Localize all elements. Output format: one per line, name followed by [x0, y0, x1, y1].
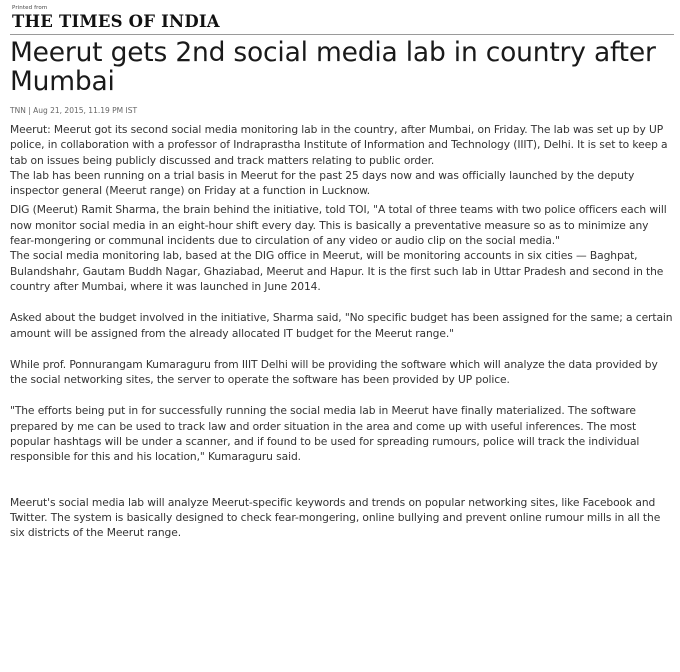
article-paragraph: The social media monitoring lab, based at the DIG office in Meerut, will be monitoring accounts in six cities — Baghpat, Bulandshahr, Gautam Buddh Nagar, Ghaziabad, Meerut and Hapur. It is the first such lab in Uttar Pradesh and second in the country after Mumbai, where it was launched in June 2014.: [10, 249, 664, 293]
article-paragraph: The lab has been running on a trial basis in Meerut for the past 25 days now and was officially launched by the deputy inspector general (Meerut range) on Friday at a function in Lucknow.: [10, 168, 635, 198]
article-paragraph: While prof. Ponnurangam Kumaraguru from IIIT Delhi will be providing the software which will analyze the data provided by the social networking sites, the server to operate the software has been provided by UP police.: [10, 357, 658, 387]
article-headline: Meerut gets 2nd social media lab in country after Mumbai: [10, 37, 656, 97]
masthead-divider: [10, 34, 674, 35]
publication-logo: THE TIMES OF INDIA: [12, 12, 220, 31]
article-body: [10, 122, 674, 541]
article-paragraph: Meerut's social media lab will analyze Meerut-specific keywords and trends on popular networking sites, like Facebook and Twitter. The system is basically designed to check fear-mongering, online bullying and prevent online rumour mills in all the six districts of the Meerut range.: [10, 495, 661, 540]
article-paragraph: Asked about the budget involved in the initiative, Sharma said, "No specific budget has been assigned for the same; a certain amount will be assigned from the already allocated IT budget for the Meerut range.": [10, 311, 673, 340]
article-paragraph: DIG (Meerut) Ramit Sharma, the brain behind the initiative, told TOI, "A total of three teams with two police officers each will now monitor social media in an eight-hour shift every day. This is basically a preventative measure so as to minimize any fear-mongering or communal incidents due to circulation of any video or audio clip on the social media.": [10, 203, 667, 248]
printed-from-label: Printed from: [12, 5, 48, 11]
article-paragraph: Meerut: Meerut got its second social media monitoring lab in the country, after Mumbai, on Friday. The lab was set up by UP police, in collaboration with a professor of Indraprastha Institute of Information and Technology (IIIT), Delhi. It is set to keep a tab on issues being publicly discussed and track matters relating to public order.: [10, 123, 668, 167]
article-byline: TNN | Aug 21, 2015, 11.19 PM IST: [10, 106, 138, 115]
article-paragraph: "The efforts being put in for successfully running the social media lab in Meerut have finally materialized. The software prepared by me can be used to track law and order situation in the area and come up with useful inferences. The most popular hashtags will be under a scanner, and if found to be used for spreading rumours, police will track the individual responsible for this and his location," Kumaraguru said.: [10, 404, 640, 464]
